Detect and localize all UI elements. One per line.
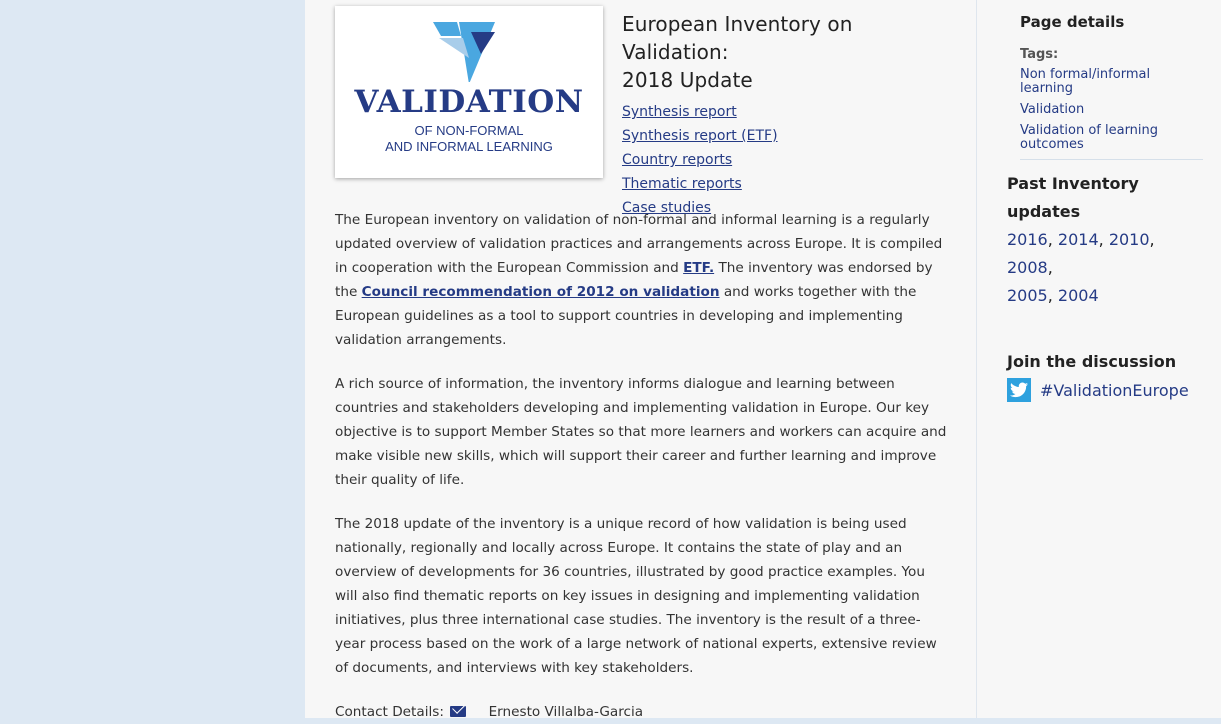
- hashtag-link[interactable]: #ValidationEurope: [1040, 380, 1189, 400]
- tag-validation[interactable]: Validation: [1020, 102, 1085, 117]
- join-discussion-title: Join the discussion: [1007, 352, 1177, 371]
- envelope-icon[interactable]: [450, 706, 466, 717]
- tag-non-formal-informal-learning[interactable]: Non formal/informal learning: [1020, 67, 1151, 96]
- twitter-icon[interactable]: [1007, 378, 1031, 402]
- year-separator: ,: [1047, 230, 1053, 249]
- year-separator: ,: [1098, 230, 1104, 249]
- page-content: [305, 0, 1221, 718]
- paragraph-intro-text-1: The European inventory on validation of non-formal and informal learning is a regularly updated overview of validation practices and arrangements across Europe. It is compiled in cooperation with the European Commission and: [335, 212, 943, 276]
- paragraph-update: The 2018 update of the inventory is a unique record of how validation is being used nationally, regionally and locally across Europe. It contains the state of play and an overview of developments for 36 countries, illustrated by good practice examples. You will also find thematic reports on key issues in designing and implementing validation initiatives, plus three international case studies. The inventory is the result of a three-year process based on the work of a large network of national experts, extensive review of documents, and interviews with key stakeholders.: [335, 516, 937, 676]
- logo-subtitle-line1: OF NON-FORMAL: [414, 123, 524, 138]
- logo-subtitle-line2: AND INFORMAL LEARNING: [385, 139, 553, 154]
- year-links: [1007, 226, 1197, 310]
- year-2008-link[interactable]: 2008: [1007, 258, 1048, 277]
- logo-wordmark: VALIDATION: [354, 84, 584, 120]
- council-recommendation-link[interactable]: Council recommendation of 2012 on validation: [361, 284, 720, 300]
- past-inventory-updates: [1007, 170, 1197, 310]
- thematic-reports-link[interactable]: Thematic reports: [622, 176, 742, 192]
- body-text: [335, 208, 947, 724]
- paragraph-source: A rich source of information, the inventory informs dialogue and learning between countries and stakeholders developing and implementing validation in Europe. Our key objective is to support Member States so that more learners and workers can acquire and make visible new skills, which will support their career and further learning and improve their quality of life.: [335, 376, 947, 488]
- page-title-line1: European Inventory on Validation:: [622, 12, 853, 64]
- logo-triangle-icon: [433, 22, 505, 82]
- year-separator: ,: [1149, 230, 1155, 249]
- synthesis-report-link[interactable]: Synthesis report: [622, 104, 737, 120]
- tags-label: Tags:: [1020, 47, 1059, 62]
- year-separator: ,: [1047, 258, 1053, 277]
- validation-logo: [335, 6, 603, 178]
- case-studies-link[interactable]: Case studies: [622, 200, 712, 216]
- details-separator: [1020, 159, 1203, 160]
- year-2016-link[interactable]: 2016: [1007, 230, 1048, 249]
- tag-list: [1020, 68, 1197, 152]
- tag-validation-of-learning-outcomes[interactable]: Validation of learning outcomes: [1020, 123, 1159, 152]
- synthesis-report-etf-link[interactable]: Synthesis report (ETF): [622, 128, 778, 144]
- report-links: [622, 100, 957, 220]
- past-inventory-title: [1007, 170, 1197, 226]
- year-2010-link[interactable]: 2010: [1108, 230, 1150, 249]
- join-discussion: [1007, 348, 1189, 402]
- year-2005-link[interactable]: 2005: [1007, 286, 1048, 305]
- contact-details: [335, 700, 947, 724]
- year-2004-link[interactable]: 2004: [1057, 286, 1099, 305]
- paragraph-intro-text-2: The inventory was endorsed by the: [335, 260, 933, 300]
- page-details: [1007, 13, 1197, 160]
- paragraph-intro: [335, 208, 947, 352]
- past-inventory-title-line1: Past Inventory: [1007, 174, 1139, 193]
- column-divider: [976, 0, 977, 718]
- title-block: [622, 10, 957, 220]
- year-2014-link[interactable]: 2014: [1057, 230, 1099, 249]
- page-title: [622, 10, 957, 94]
- year-separator: ,: [1047, 286, 1053, 305]
- page-details-title: Page details: [1020, 13, 1125, 31]
- contact-name: Ernesto Villalba-Garcia: [488, 704, 644, 720]
- country-reports-link[interactable]: Country reports: [622, 152, 733, 168]
- contact-label: Contact Details:: [335, 704, 444, 720]
- twitter-row: [1007, 378, 1189, 402]
- past-inventory-title-line2: updates: [1007, 202, 1081, 221]
- sidebar: [1007, 0, 1197, 400]
- paragraph-intro-text-3: and works together with the European guidelines as a tool to support countries in developing and implementing validation arrangements.: [335, 284, 917, 348]
- page-title-line2: 2018 Update: [622, 68, 753, 92]
- etf-link[interactable]: ETF.: [683, 260, 715, 276]
